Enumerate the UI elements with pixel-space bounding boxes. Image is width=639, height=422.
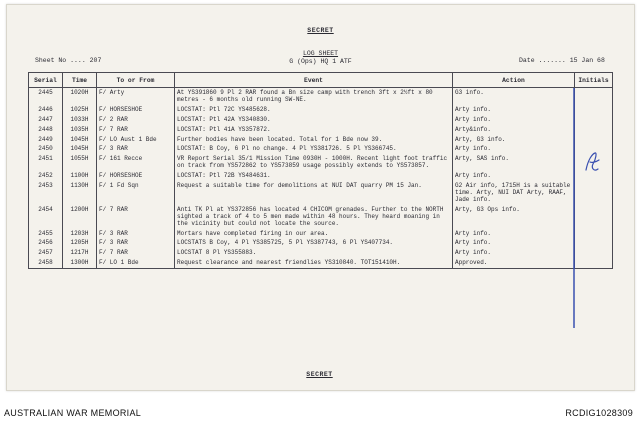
log-table bbox=[28, 72, 613, 269]
time-cell: 1045H bbox=[63, 144, 97, 154]
to-or-from-cell: F/ 7 RAR bbox=[97, 125, 175, 135]
log-title-line1: LOG SHEET bbox=[302, 50, 339, 57]
event-cell: Further bodies have been located. Total for 1 Bde now 39. bbox=[175, 135, 453, 145]
to-or-from-cell: F/ 7 RAR bbox=[97, 205, 175, 229]
to-or-from-cell: F/ Arty bbox=[97, 88, 175, 105]
initials-cell bbox=[575, 125, 613, 135]
serial-cell: 2456 bbox=[29, 238, 63, 248]
action-cell: Arty info. bbox=[453, 248, 575, 258]
column-header-event: Event bbox=[175, 73, 453, 88]
serial-cell: 2448 bbox=[29, 125, 63, 135]
to-or-from-cell: F/ 3 RAR bbox=[97, 229, 175, 239]
event-cell: LOCSTAT: B Coy, 6 Pl no change. 4 Pl YS381726. 5 Pl YS366745. bbox=[175, 144, 453, 154]
column-header-initials: Initials bbox=[575, 73, 613, 88]
classification-footer: SECRET bbox=[306, 371, 333, 378]
action-cell: Arty info. bbox=[453, 171, 575, 181]
action-cell: Arty&info. bbox=[453, 125, 575, 135]
table-row bbox=[29, 258, 613, 268]
time-cell: 1025H bbox=[63, 105, 97, 115]
to-or-from-cell: F/ LO Aust 1 Bde bbox=[97, 135, 175, 145]
time-cell: 1020H bbox=[63, 88, 97, 105]
table-row bbox=[29, 135, 613, 145]
action-cell: Arty info. bbox=[453, 115, 575, 125]
time-cell: 1035H bbox=[63, 125, 97, 135]
serial-cell: 2447 bbox=[29, 115, 63, 125]
event-cell: LOCSTAT: Ptl 72B YS484631. bbox=[175, 171, 453, 181]
action-cell: Arty info. bbox=[453, 229, 575, 239]
serial-cell: 2454 bbox=[29, 205, 63, 229]
table-row bbox=[29, 88, 613, 105]
to-or-from-cell: F/ 3 RAR bbox=[97, 238, 175, 248]
time-cell: 1130H bbox=[63, 181, 97, 205]
initials-cell bbox=[575, 88, 613, 105]
table-row bbox=[29, 115, 613, 125]
initials-cell bbox=[575, 105, 613, 115]
action-cell: Arty, SAS info. bbox=[453, 154, 575, 171]
initials-cell bbox=[575, 115, 613, 125]
table-row bbox=[29, 154, 613, 171]
date-label: Date bbox=[519, 57, 535, 64]
event-cell: VR Report Serial 35/1 Mission Time 0930H - 1000H. Recent light foot traffic on track from YS572862 to YS573859 usage possibly extends to YS573857. bbox=[175, 154, 453, 171]
event-cell: LOCSTATS B Coy, 4 Pl YS385725, 5 Pl YS387743, 6 Pl YS407734. bbox=[175, 238, 453, 248]
initials-cell bbox=[575, 258, 613, 268]
initials-cell bbox=[575, 181, 613, 205]
to-or-from-cell: F/ 1 Fd Sqn bbox=[97, 181, 175, 205]
action-cell: Approved. bbox=[453, 258, 575, 268]
initials-cell bbox=[575, 238, 613, 248]
action-cell: Arty, G3 info. bbox=[453, 135, 575, 145]
action-cell: Arty info. bbox=[453, 144, 575, 154]
action-cell: G2 Air info, 1715H is a suitable time. Arty, NUI DAT Arty, RAAF, Jade info. bbox=[453, 181, 575, 205]
blue-margin-line bbox=[573, 88, 575, 328]
time-cell: 1055H bbox=[63, 154, 97, 171]
log-title-line2: G (Ops) HQ 1 ATF bbox=[289, 58, 352, 65]
event-cell: Request clearance and nearest friendlies YS310840. TOT151410H. bbox=[175, 258, 453, 268]
to-or-from-cell: F/ 3 RAR bbox=[97, 144, 175, 154]
time-cell: 1045H bbox=[63, 135, 97, 145]
table-row bbox=[29, 205, 613, 229]
to-or-from-cell: F/ LO 1 Bde bbox=[97, 258, 175, 268]
column-header-to-or-from: To or From bbox=[97, 73, 175, 88]
sheet-number: Sheet No .... 207 bbox=[35, 57, 102, 64]
time-cell: 1300H bbox=[63, 258, 97, 268]
serial-cell: 2450 bbox=[29, 144, 63, 154]
serial-cell: 2445 bbox=[29, 88, 63, 105]
archive-reference: RCDIG1028309 bbox=[565, 408, 633, 418]
table-row bbox=[29, 171, 613, 181]
handwritten-initials-icon bbox=[582, 150, 604, 176]
event-cell: LOCSTAT 8 Pl YS355883. bbox=[175, 248, 453, 258]
to-or-from-cell: F/ 7 RAR bbox=[97, 248, 175, 258]
archive-credit: AUSTRALIAN WAR MEMORIAL bbox=[4, 408, 142, 418]
time-cell: 1200H bbox=[63, 205, 97, 229]
serial-cell: 2452 bbox=[29, 171, 63, 181]
time-cell: 1203H bbox=[63, 229, 97, 239]
serial-cell: 2449 bbox=[29, 135, 63, 145]
table-row bbox=[29, 125, 613, 135]
action-cell: Arty info. bbox=[453, 238, 575, 248]
initials-cell bbox=[575, 248, 613, 258]
initials-cell bbox=[575, 135, 613, 145]
serial-cell: 2455 bbox=[29, 229, 63, 239]
serial-cell: 2451 bbox=[29, 154, 63, 171]
event-cell: LOCSTAT: Ptl 41A YS357872. bbox=[175, 125, 453, 135]
event-cell: LOCSTAT: Ptl 72C YS485628. bbox=[175, 105, 453, 115]
date-value: 15 Jan 68 bbox=[569, 57, 605, 64]
column-header-time: Time bbox=[63, 73, 97, 88]
action-cell: G3 info. bbox=[453, 88, 575, 105]
table-row bbox=[29, 181, 613, 205]
event-cell: Mortars have completed firing in our area. bbox=[175, 229, 453, 239]
event-cell: LOCSTAT: Ptl 42A YS340830. bbox=[175, 115, 453, 125]
sheet-label: Sheet No bbox=[35, 57, 67, 64]
action-cell: Arty, G3 Ops info. bbox=[453, 205, 575, 229]
time-cell: 1217H bbox=[63, 248, 97, 258]
to-or-from-cell: F/ HORSESHOE bbox=[97, 105, 175, 115]
log-table-header bbox=[29, 73, 613, 88]
serial-cell: 2458 bbox=[29, 258, 63, 268]
action-cell: Arty info. bbox=[453, 105, 575, 115]
to-or-from-cell: F/ 161 Recce bbox=[97, 154, 175, 171]
time-cell: 1205H bbox=[63, 238, 97, 248]
sheet-number-value: 207 bbox=[89, 57, 102, 64]
column-header-action: Action bbox=[453, 73, 575, 88]
to-or-from-cell: F/ HORSESHOE bbox=[97, 171, 175, 181]
table-row bbox=[29, 105, 613, 115]
table-row bbox=[29, 238, 613, 248]
table-row bbox=[29, 248, 613, 258]
initials-cell bbox=[575, 205, 613, 229]
log-date: Date ....... 15 Jan 68 bbox=[519, 57, 605, 64]
time-cell: 1100H bbox=[63, 171, 97, 181]
time-cell: 1033H bbox=[63, 115, 97, 125]
classification-header: SECRET bbox=[307, 27, 334, 34]
event-cell: Anti TK Pl at YS372856 has located 4 CHICOM grenades. Further to the NORTH sighted a track of 4 to 5 men made within 48 hours. They heard moaning in the vicinity but could not locate the source. bbox=[175, 205, 453, 229]
table-row bbox=[29, 144, 613, 154]
table-row bbox=[29, 229, 613, 239]
column-header-serial: Serial bbox=[29, 73, 63, 88]
initials-cell bbox=[575, 229, 613, 239]
serial-cell: 2446 bbox=[29, 105, 63, 115]
serial-cell: 2453 bbox=[29, 181, 63, 205]
event-cell: At YS391860 9 Pl 2 RAR found a Bn size camp with trench 3ft x 2½ft x 80 metres - 6 months old running SW-NE. bbox=[175, 88, 453, 105]
to-or-from-cell: F/ 2 RAR bbox=[97, 115, 175, 125]
serial-cell: 2457 bbox=[29, 248, 63, 258]
event-cell: Request a suitable time for demolitions at NUI DAT quarry PM 15 Jan. bbox=[175, 181, 453, 205]
